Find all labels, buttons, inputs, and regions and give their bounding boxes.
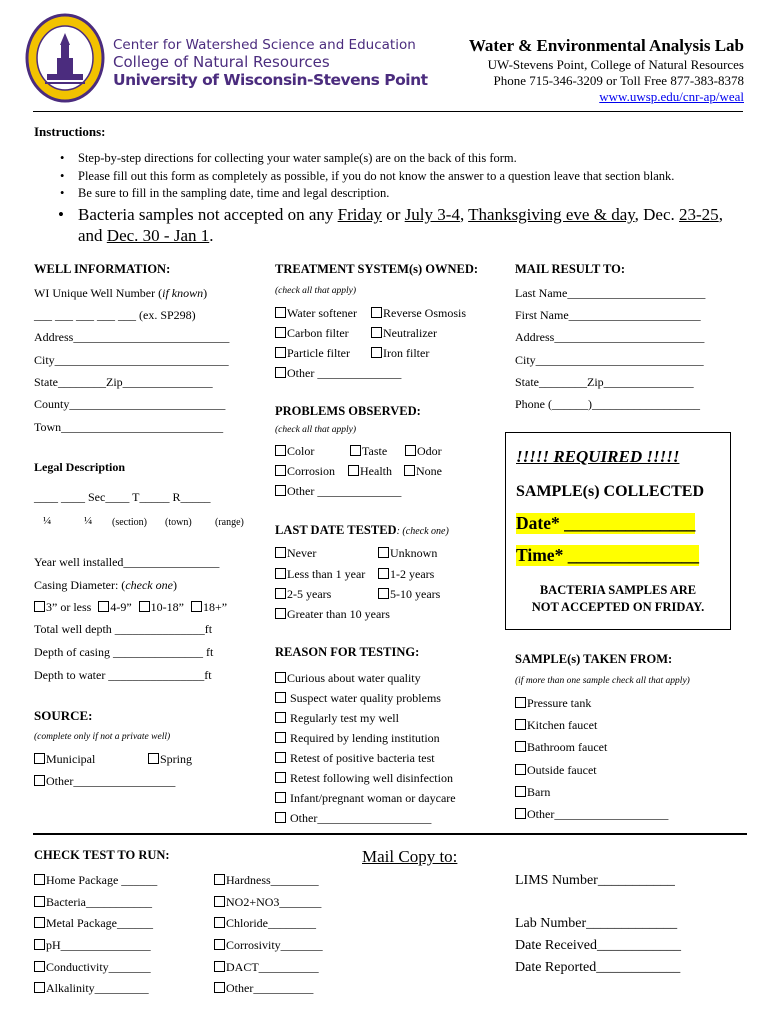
sample-date-field[interactable]: Date* _______________ xyxy=(516,513,696,533)
required-banner: !!!!! REQUIRED !!!!! xyxy=(516,447,680,466)
range-label: (range) xyxy=(215,517,244,528)
reason-option[interactable]: Infant/pregnant woman or daycare xyxy=(275,791,456,806)
sample-location-option[interactable]: Kitchen faucet xyxy=(515,718,597,733)
casing-option[interactable]: 4-9” xyxy=(98,600,131,614)
casing-diameter-label: Casing Diameter: (check one) xyxy=(34,578,177,592)
checkbox[interactable] xyxy=(214,961,225,972)
checkbox[interactable] xyxy=(214,896,225,907)
checkbox[interactable] xyxy=(275,465,286,476)
checkbox[interactable] xyxy=(214,939,225,950)
checkbox[interactable] xyxy=(275,792,286,803)
reason-option[interactable]: Required by lending institution xyxy=(275,731,440,746)
casing-option[interactable]: 10-18” xyxy=(139,600,184,614)
checkbox[interactable] xyxy=(191,601,202,612)
test-option[interactable]: Alkalinity_________ xyxy=(34,981,149,996)
test-option[interactable]: Home Package ______ xyxy=(34,873,157,888)
checkbox[interactable] xyxy=(275,772,286,783)
well-state-zip-field[interactable]: State________Zip_______________ xyxy=(34,375,213,389)
last-tested-option[interactable]: 2-5 years xyxy=(275,587,331,602)
test-option[interactable]: pH_______________ xyxy=(34,938,151,953)
problems-title: PROBLEMS OBSERVED: xyxy=(275,404,421,418)
problem-option[interactable]: None xyxy=(404,464,442,479)
checkbox[interactable] xyxy=(371,327,382,338)
last-tested-option[interactable]: 5-10 years xyxy=(378,587,440,602)
casing-option[interactable]: 18+” xyxy=(191,600,227,614)
treatment-note: (check all that apply) xyxy=(275,286,356,296)
reason-option[interactable]: Other___________________ xyxy=(275,811,431,826)
treatment-option[interactable]: Other ______________ xyxy=(275,366,401,381)
checkbox[interactable] xyxy=(371,347,382,358)
casing-diameter-options xyxy=(34,600,227,615)
water-depth-field[interactable]: Depth to water ________________ft xyxy=(34,668,212,682)
mail-result-title: MAIL RESULT TO: xyxy=(515,262,626,276)
sample-location-option[interactable]: Barn xyxy=(515,785,550,800)
reason-option[interactable]: Regularly test my well xyxy=(275,711,399,726)
problem-option[interactable]: Color xyxy=(275,444,314,459)
lab-title: Water & Environmental Analysis Lab xyxy=(468,36,744,55)
checkbox[interactable] xyxy=(34,896,45,907)
checkbox[interactable] xyxy=(275,307,286,318)
checkbox[interactable] xyxy=(378,547,389,558)
sample-location-option[interactable]: Pressure tank xyxy=(515,696,591,711)
date-reported-field[interactable]: Date Reported____________ xyxy=(515,960,681,975)
source-other-option[interactable]: Other_________________ xyxy=(34,774,175,789)
reason-option[interactable]: Retest following well disinfection xyxy=(275,771,453,786)
required-box xyxy=(505,432,731,630)
source-municipal-option[interactable]: Municipal xyxy=(34,752,95,767)
samples-collected-title: SAMPLE(s) COLLECTED xyxy=(516,483,705,500)
mail-phone-field[interactable]: Phone (______)__________________ xyxy=(515,397,700,411)
town-label: (town) xyxy=(165,517,192,528)
checkbox[interactable] xyxy=(214,874,225,885)
checkbox[interactable] xyxy=(275,327,286,338)
mail-last-name-field[interactable]: Last Name_______________________ xyxy=(515,286,706,300)
problem-option[interactable]: Health xyxy=(348,464,392,479)
lab-address: UW-Stevens Point, College of Natural Resources xyxy=(487,57,744,72)
lims-number-field[interactable]: LIMS Number___________ xyxy=(515,873,675,888)
checkbox[interactable] xyxy=(34,982,45,993)
lab-website-link[interactable]: www.uwsp.edu/cnr-ap/weal xyxy=(599,89,744,104)
sample-location-option[interactable]: Bathroom faucet xyxy=(515,740,607,755)
checkbox[interactable] xyxy=(214,982,225,993)
treatment-option[interactable]: Carbon filter xyxy=(275,326,349,341)
treatment-option[interactable]: Reverse Osmosis xyxy=(371,306,466,321)
sample-location-title: SAMPLE(s) TAKEN FROM: xyxy=(515,652,673,666)
checkbox[interactable] xyxy=(515,764,526,775)
test-option[interactable]: Hardness________ xyxy=(214,873,319,888)
checkbox[interactable] xyxy=(404,465,415,476)
test-option[interactable]: Conductivity_______ xyxy=(34,960,151,975)
mail-city-field[interactable]: City____________________________ xyxy=(515,353,704,367)
legal-description-title: Legal Description xyxy=(34,460,125,474)
checkbox[interactable] xyxy=(34,753,45,764)
test-option[interactable]: Other__________ xyxy=(214,981,313,996)
mail-copy-label: Mail Copy to: xyxy=(362,847,458,866)
treatment-option[interactable]: Iron filter xyxy=(371,346,429,361)
university-name: University of Wisconsin-Stevens Point xyxy=(113,71,428,89)
well-address-field[interactable]: Address__________________________ xyxy=(34,330,230,344)
instruction-item: • Step-by-step directions for collecting your water sample(s) are on the back of this form. xyxy=(34,150,674,168)
checkbox[interactable] xyxy=(275,608,286,619)
checkbox[interactable] xyxy=(34,917,45,928)
lab-number-field[interactable]: Lab Number_____________ xyxy=(515,916,678,931)
reason-option[interactable]: Retest of positive bacteria test xyxy=(275,751,435,766)
checkbox[interactable] xyxy=(371,307,382,318)
checkbox[interactable] xyxy=(515,719,526,730)
checkbox[interactable] xyxy=(348,465,359,476)
checkbox[interactable] xyxy=(214,917,225,928)
last-tested-option[interactable]: Greater than 10 years xyxy=(275,607,390,622)
section-divider xyxy=(33,833,747,835)
source-note: (complete only if not a private well) xyxy=(34,732,171,742)
checkbox[interactable] xyxy=(515,697,526,708)
total-depth-field[interactable]: Total well depth _______________ft xyxy=(34,622,213,636)
checkbox[interactable] xyxy=(34,961,45,972)
legal-description-field[interactable]: ____ ____ Sec____ T_____ R_____ xyxy=(34,490,211,504)
checkbox[interactable] xyxy=(275,445,286,456)
treatment-option[interactable]: Water softener xyxy=(275,306,357,321)
test-option[interactable]: Bacteria___________ xyxy=(34,895,152,910)
checkbox[interactable] xyxy=(350,445,361,456)
date-received-field[interactable]: Date Received____________ xyxy=(515,938,682,953)
source-spring-option[interactable]: Spring xyxy=(148,752,192,767)
checkbox[interactable] xyxy=(515,741,526,752)
test-option[interactable]: NO2+NO3_______ xyxy=(214,895,321,910)
checkbox[interactable] xyxy=(275,692,286,703)
header-divider xyxy=(33,111,743,112)
treatment-option[interactable]: Neutralizer xyxy=(371,326,437,341)
test-option[interactable]: DACT__________ xyxy=(214,960,319,975)
bacteria-warning-line2: NOT ACCEPTED ON FRIDAY. xyxy=(531,600,705,614)
mail-address-field[interactable]: Address_________________________ xyxy=(515,330,705,344)
instruction-item: • Please fill out this form as completely as possible, if you do not know the answer to a question leave that section blank. xyxy=(34,168,674,186)
checkbox[interactable] xyxy=(275,367,286,378)
well-city-field[interactable]: City_____________________________ xyxy=(34,353,229,367)
instructions-list xyxy=(34,150,674,203)
college-name: College of Natural Resources xyxy=(113,53,330,71)
instructions-title: Instructions: xyxy=(34,124,106,139)
mail-first-name-field[interactable]: First Name______________________ xyxy=(515,308,701,322)
university-seal-icon xyxy=(25,13,105,103)
reason-title: REASON FOR TESTING: xyxy=(275,645,420,659)
tests-title: CHECK TEST TO RUN: xyxy=(34,848,170,862)
checkbox[interactable] xyxy=(148,753,159,764)
test-option[interactable]: Chloride________ xyxy=(214,916,316,931)
year-installed-field[interactable]: Year well installed________________ xyxy=(34,555,220,569)
reason-option[interactable]: Suspect water quality problems xyxy=(275,691,441,706)
treatment-option[interactable]: Particle filter xyxy=(275,346,350,361)
problem-option[interactable]: Taste xyxy=(350,444,387,459)
checkbox[interactable] xyxy=(275,732,286,743)
checkbox[interactable] xyxy=(275,568,286,579)
checkbox[interactable] xyxy=(378,568,389,579)
last-tested-title: LAST DATE TESTED: (check one) xyxy=(275,523,449,537)
mail-state-zip-field[interactable]: State________Zip_______________ xyxy=(515,375,694,389)
last-tested-option[interactable]: 1-2 years xyxy=(378,567,434,582)
casing-option[interactable]: 3” or less xyxy=(34,600,91,614)
checkbox[interactable] xyxy=(34,601,45,612)
problem-option[interactable]: Odor xyxy=(405,444,442,459)
checkbox[interactable] xyxy=(34,939,45,950)
bacteria-notice: • Bacteria samples not accepted on any Friday or July 3-4, Thanksgiving eve & day, Dec. 23-25, and Dec. 30 - Jan 1. xyxy=(58,205,723,245)
test-option[interactable]: Metal Package______ xyxy=(34,916,153,931)
treatment-title: TREATMENT SYSTEM(s) OWNED: xyxy=(275,262,479,276)
section-label: (section) xyxy=(112,517,147,528)
casing-depth-field[interactable]: Depth of casing _______________ ft xyxy=(34,645,214,659)
checkbox[interactable] xyxy=(275,752,286,763)
sample-time-field[interactable]: Time* _______________ xyxy=(516,545,699,565)
checkbox[interactable] xyxy=(139,601,150,612)
checkbox[interactable] xyxy=(275,672,286,683)
instruction-item: • Be sure to fill in the sampling date, time and legal description. xyxy=(34,185,674,203)
checkbox[interactable] xyxy=(275,485,286,496)
problems-note: (check all that apply) xyxy=(275,425,356,435)
sample-location-note: (if more than one sample check all that apply) xyxy=(515,676,690,686)
problem-option[interactable]: Other ______________ xyxy=(275,484,401,499)
unique-well-number-field[interactable]: ___ ___ ___ ___ ___ (ex. SP298) xyxy=(34,308,196,322)
checkbox[interactable] xyxy=(515,808,526,819)
sample-location-option[interactable]: Other___________________ xyxy=(515,807,668,822)
last-tested-option[interactable]: Never xyxy=(275,546,316,561)
checkbox[interactable] xyxy=(378,588,389,599)
last-tested-option[interactable]: Less than 1 year xyxy=(275,567,365,582)
sample-location-option[interactable]: Outside faucet xyxy=(515,763,597,778)
checkbox[interactable] xyxy=(275,547,286,558)
quarter-label: ¼ xyxy=(43,515,52,527)
quarter-label: ¼ xyxy=(84,515,93,527)
problem-option[interactable]: Corrosion xyxy=(275,464,335,479)
checkbox[interactable] xyxy=(34,874,45,885)
checkbox[interactable] xyxy=(275,812,286,823)
reason-option[interactable]: Curious about water quality xyxy=(275,671,421,686)
checkbox[interactable] xyxy=(275,347,286,358)
well-info-title: WELL INFORMATION: xyxy=(34,262,171,276)
checkbox[interactable] xyxy=(275,712,286,723)
checkbox[interactable] xyxy=(98,601,109,612)
test-option[interactable]: Corrosivity_______ xyxy=(214,938,323,953)
lab-phone: Phone 715-346-3209 or Toll Free 877-383-8378 xyxy=(493,73,744,88)
well-county-field[interactable]: County__________________________ xyxy=(34,397,226,411)
checkbox[interactable] xyxy=(275,588,286,599)
unique-well-number-label: WI Unique Well Number (if known) xyxy=(34,286,208,300)
source-title: SOURCE: xyxy=(34,708,93,723)
well-town-field[interactable]: Town___________________________ xyxy=(34,420,224,434)
checkbox[interactable] xyxy=(515,786,526,797)
bacteria-warning-line1: BACTERIA SAMPLES ARE xyxy=(539,583,697,597)
last-tested-option[interactable]: Unknown xyxy=(378,546,437,561)
checkbox[interactable] xyxy=(34,775,45,786)
checkbox[interactable] xyxy=(405,445,416,456)
center-name: Center for Watershed Science and Education xyxy=(113,37,416,53)
